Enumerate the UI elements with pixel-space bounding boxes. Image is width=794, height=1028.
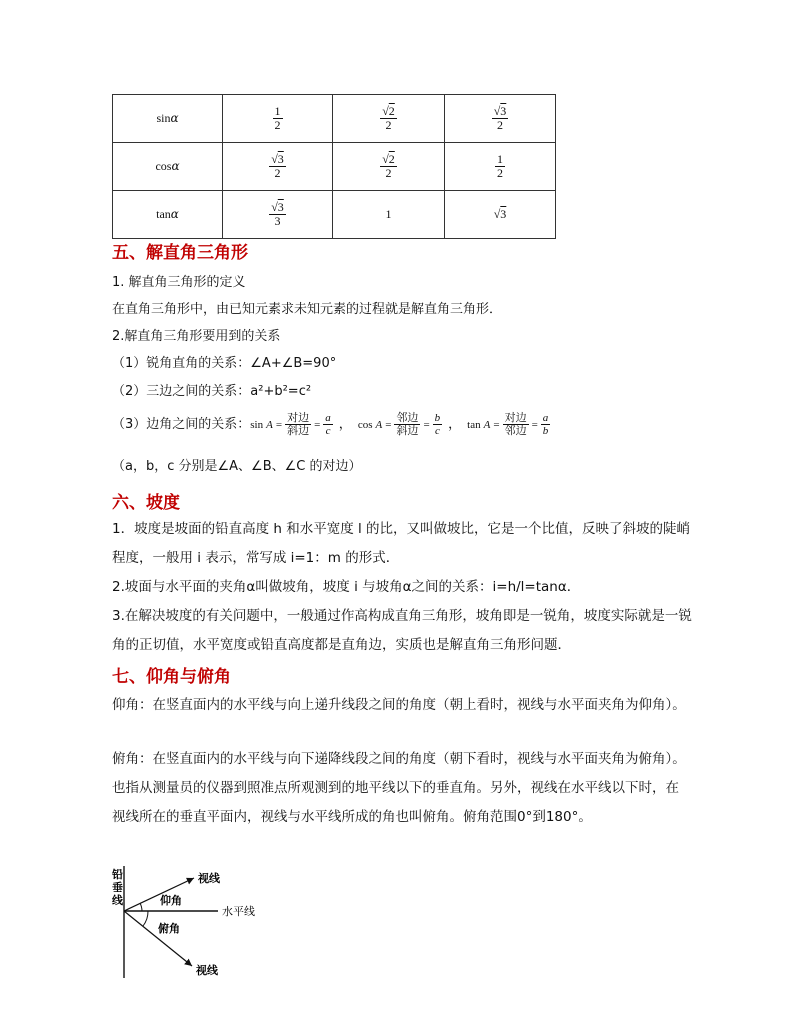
upward-sight-line — [124, 878, 194, 911]
vertical-label-3: 线 — [112, 894, 123, 907]
table-cell: √ $\frac{3}{2}$ — [223, 143, 333, 191]
table-cell: √ 3 — [445, 191, 556, 239]
table-cell: $\frac{1}{2}$ — [445, 143, 556, 191]
paragraph: 2.坡面与水平面的夹角α叫做坡角，坡度 i 与坡角α之间的关系：i=h/l=tanα． — [112, 579, 581, 595]
paragraph: （1）锐角直角的关系：∠A+∠B=90° — [112, 356, 337, 371]
table-cell: √ $\frac{2}{2}$ — [333, 95, 445, 143]
paragraph: （a，b，c 分别是∠A、∠B、∠C 的对边） — [112, 459, 362, 474]
downward-sight-line — [124, 911, 192, 966]
table-row — [113, 95, 556, 143]
paragraph: 3.在解决坡度的有关问题中，一般通过作高构成直角三角形，坡角即是一锐角，坡度实际就是一锐角的正切值，水平宽度或铅直高度都是直角边，实质也是解直角三角形问题． — [112, 608, 692, 653]
table-cell: √ $\frac{3}{3}$ — [223, 191, 333, 239]
paragraph: 1．坡度是坡面的铅直高度 h 和水平宽度 l 的比，又叫做坡比，它是一个比值，反映了斜坡的陡峭程度，一般用 i 表示，常写成 i=1：m 的形式． — [112, 521, 691, 566]
section-title-7: 七、仰角与俯角 — [112, 667, 231, 687]
elevation-arc — [140, 903, 142, 911]
vertical-label-1: 铅 — [112, 868, 123, 881]
table-row — [113, 191, 556, 239]
tan-formula: tan A = $\frac{\text{对边}}{\text{邻边}}$ = $\frac{a}{b}$ — [467, 412, 549, 438]
relation-label: （3）边角之间的关系： — [112, 416, 251, 432]
table-cell: sinα — [113, 95, 223, 143]
elevation-label: 仰角 — [160, 894, 182, 907]
paragraph: 1. 解直角三角形的定义 — [112, 275, 246, 290]
elevation-depression-diagram — [108, 858, 308, 980]
paragraph: 俯角：在竖直面内的水平线与向下递降线段之间的角度（朝下看时，视线与水平面夹角为俯角）。也指从测量员的仪器到照准点所观测到的地平线以下的垂直角。另外，视线在水平线以下时，在视线所在的垂直平面内，视线与水平线所成的角也叫俯角。俯角范围0°到180°。 — [112, 751, 686, 825]
paragraph: （2）三边之间的关系：a²+b²=c² — [112, 384, 312, 399]
sight-up-label: 视线 — [198, 872, 220, 885]
side-angle-relations: （3）边角之间的关系： sin A = $\frac{\text{对边}}{\text{斜边}}$ = $\frac{a}{c}$ ， cos A = $\frac{\text{邻边}}{\text{斜边}}$ = $\frac{b}{c}$ ， tan A = $\frac{\text{对边}}{\text{邻边}}$ = $\frac{a}{b}$ — [112, 412, 549, 438]
section-title-6: 六、坡度 — [112, 493, 180, 513]
paragraph: 在直角三角形中，由已知元素求未知元素的过程就是解直角三角形． — [112, 302, 503, 317]
horizontal-label: 水平线 — [222, 905, 255, 918]
sight-down-label: 视线 — [196, 964, 218, 977]
table-cell: tanα — [113, 191, 223, 239]
depression-label: 俯角 — [158, 922, 180, 935]
table-cell: √ $\frac{3}{2}$ — [445, 95, 556, 143]
cos-formula: cos A = $\frac{\text{邻边}}{\text{斜边}}$ = $\frac{b}{c}$ — [357, 412, 441, 438]
trig-table — [112, 94, 556, 239]
section-title-5: 五、解直角三角形 — [112, 243, 248, 263]
vertical-label-2: 垂 — [112, 881, 123, 894]
table-cell: cosα — [113, 143, 223, 191]
table-row — [113, 143, 556, 191]
paragraph: 仰角：在竖直面内的水平线与向上递升线段之间的角度（朝上看时，视线与水平面夹角为仰角）。 — [112, 697, 686, 713]
table-cell: $\frac{1}{2}$ — [223, 95, 333, 143]
paragraph: 2.解直角三角形要用到的关系 — [112, 329, 281, 344]
sin-formula: sin A = $\frac{\text{对边}}{\text{斜边}}$ = $\frac{a}{c}$ — [250, 412, 331, 438]
depression-arc — [143, 911, 148, 926]
table-cell: 1 — [333, 191, 445, 239]
table-cell: √ $\frac{2}{2}$ — [333, 143, 445, 191]
